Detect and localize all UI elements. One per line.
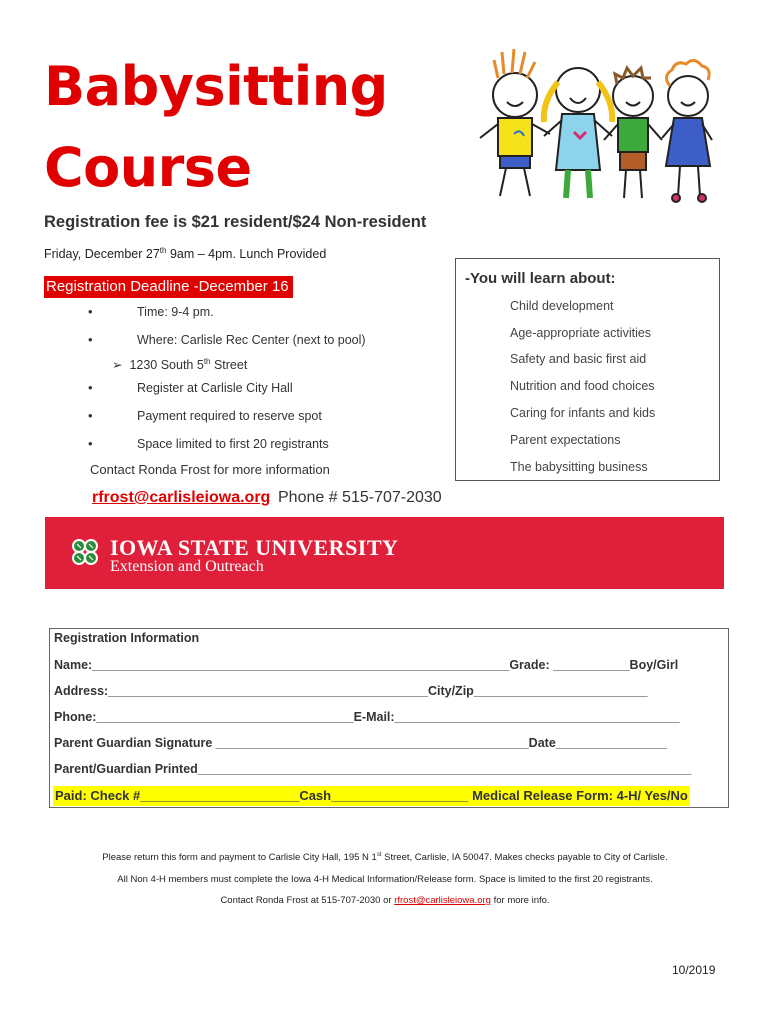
event-date: Friday, December 27th 9am – 4pm. Lunch Provided [44,246,327,262]
detail-address: ➢ 1230 South 5th Street [112,357,248,373]
phone-email-field[interactable]: Phone:_____________________________________E-Mail:_________________________________________ [54,710,680,724]
bullet-icon: • [88,332,93,347]
detail-space: Space limited to first 20 registrants [137,437,329,451]
registration-deadline: Registration Deadline -December 16 [44,276,293,298]
footer-medical-info: All Non 4-H members must complete the Iowa 4-H Medical Information/Release form. Space is limited to the first 20 registrants. [117,874,653,885]
detail-register: Register at Carlisle City Hall [137,381,293,395]
learn-item: Caring for infants and kids [510,406,656,420]
registration-heading: Registration Information [54,631,200,645]
registration-fee: Registration fee is $21 resident/$24 Non-resident [44,213,427,231]
bullet-icon: • [88,380,93,395]
payment-field[interactable]: Paid: Check #______________________Cash___________________ Medical Release Form: 4-H/ Yes/No [53,786,690,806]
contact-email-link[interactable]: rfrost@carlisleiowa.org [92,489,271,506]
bullet-icon: • [88,408,93,423]
learn-about-box [455,258,720,481]
extension-name: Extension and Outreach [110,558,264,575]
learn-item: Parent expectations [510,433,621,447]
contact-text: Contact Ronda Frost for more information [90,462,330,477]
university-name: IOWA STATE UNIVERSITY [110,535,399,560]
learn-item: Child development [510,299,614,313]
learn-item: Age-appropriate activities [510,326,652,340]
learn-item: Nutrition and food choices [510,379,655,393]
version-date: 10/2019 [672,963,716,977]
footer-contact: Contact Ronda Frost at 515-707-2030 or rfrost@carlisleiowa.org for more info. [220,895,550,906]
learn-item: The babysitting business [510,460,648,474]
learn-item: Safety and basic first aid [510,352,647,366]
title-line-1: Babysitting [44,55,388,118]
bullet-icon: • [88,436,93,451]
detail-time: Time: 9-4 pm. [137,305,214,319]
parent-printed-field[interactable]: Parent/Guardian Printed_______________________________________________________________________ [54,762,692,776]
parent-signature-field[interactable]: Parent Guardian Signature _____________________________________________Date________________ [54,736,668,750]
4h-clover-icon [68,535,102,569]
footer-return-info: Please return this form and payment to Carlisle City Hall, 195 N 1st Street, Carlisle, IA 50047. Makes checks payable to City of Carlisle. [102,852,668,864]
detail-location: Where: Carlisle Rec Center (next to pool) [137,333,366,347]
learn-about-heading: -You will learn about: [465,270,616,287]
address-city-field[interactable]: Address:______________________________________________City/Zip_________________________ [54,684,648,698]
bullet-icon: • [88,304,93,319]
contact-phone: Phone # 515-707-2030 [278,489,442,506]
kids-illustration [470,40,720,210]
footer-email-link[interactable]: rfrost@carlisleiowa.org [394,895,491,906]
arrow-icon: ➢ [112,358,123,373]
title-line-2: Course [44,136,252,199]
detail-payment: Payment required to reserve spot [137,409,322,423]
name-grade-field[interactable]: Name:____________________________________________________________Grade: ___________Boy/Girl [54,658,679,672]
